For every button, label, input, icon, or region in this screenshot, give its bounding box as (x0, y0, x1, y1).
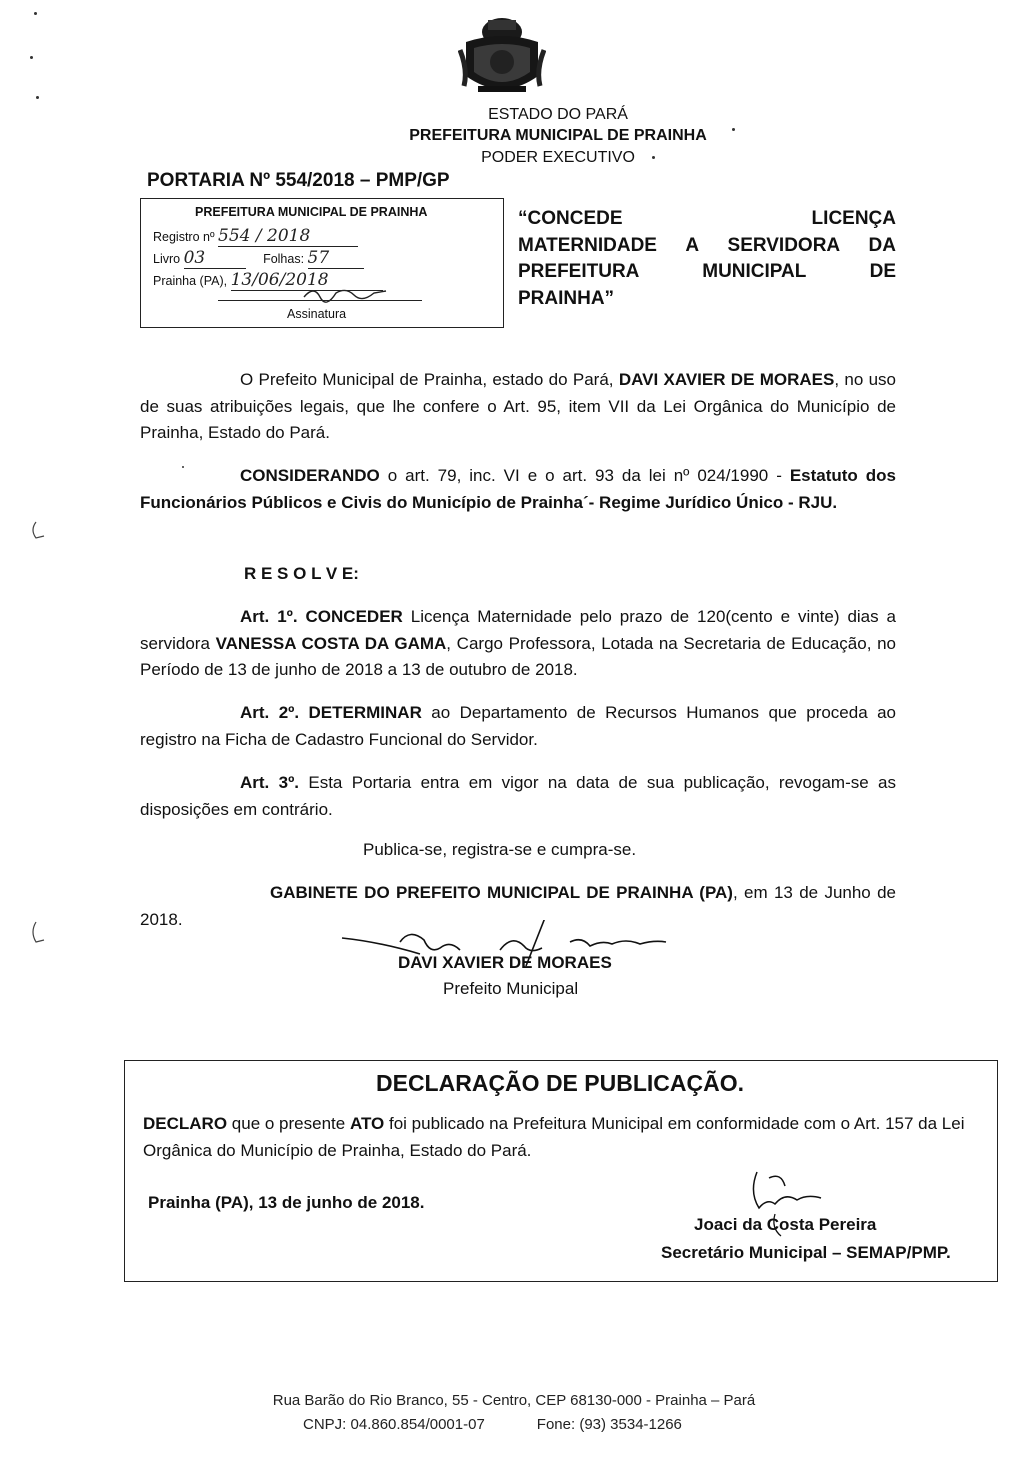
portaria-title: PORTARIA Nº 554/2018 – PMP/GP (147, 170, 450, 191)
declaration-text (143, 1110, 983, 1164)
scan-speck (652, 156, 655, 159)
ementa-line: “CONCEDE LICENÇA (518, 208, 896, 229)
scan-mark (28, 920, 48, 944)
art1-label: Art. 1º. (240, 607, 298, 626)
article-2 (140, 700, 896, 753)
local-value: 13/06/2018 (231, 270, 383, 291)
registro-label: Registro nº (153, 230, 215, 244)
scan-speck (182, 466, 184, 468)
ementa (518, 206, 896, 312)
registro-value: 554 / 2018 (218, 226, 358, 247)
resolve-heading: R E S O L V E: (244, 564, 359, 583)
art3-label: Art. 3º. (240, 773, 300, 792)
considerando-paragraph (140, 463, 896, 516)
ementa-line: PRAINHA” (518, 287, 615, 309)
art2-verb: DETERMINAR (308, 703, 422, 722)
header-state: ESTADO DO PARÁ (488, 106, 628, 123)
scan-speck (36, 96, 39, 99)
footer-cnpj: CNPJ: 04.860.854/0001-07 (303, 1416, 485, 1433)
ementa-line: PREFEITURA MUNICIPAL DE (518, 261, 896, 282)
scan-speck (30, 56, 33, 59)
scan-speck (732, 128, 735, 131)
article-3 (140, 770, 896, 823)
preamble-text: O Prefeito Municipal de Prainha, estado do Pará, (240, 370, 619, 389)
art1-text: Licença Maternidade pelo prazo de 120(cento e vinte) dias a servidora (140, 607, 897, 653)
livro-label: Livro (153, 252, 181, 266)
art1-text-2: , Cargo Professora, Lotada na Secretaria de Educação, no Período de 13 de junho de 2018 a 13 de outubro de 2018. (140, 633, 896, 679)
mayor-name: DAVI XAVIER DE MORAES (618, 370, 835, 389)
register-row-registro (153, 226, 358, 247)
local-label: Prainha (PA), (153, 274, 228, 288)
considerando-label: CONSIDERANDO (240, 466, 380, 485)
footer-phone: Fone: (93) 3534-1266 (536, 1416, 682, 1433)
preamble-text-2: , no uso de suas atribuições legais, que lhe confere o Art. 95, item VII da Lei Orgânica do Município de Prainha, Estado do Pará. (140, 370, 896, 442)
coat-of-arms-emblem (458, 10, 546, 100)
scan-mark (28, 520, 48, 540)
mayor-signature-name: DAVI XAVIER DE MORAES (398, 953, 612, 972)
folhas-label: Folhas: (263, 252, 305, 266)
considerando-estatuto: Estatuto dos Funcionários Públicos e Civis do Município de Prainha´- Regime Jurídico Único - RJU. (140, 466, 896, 512)
gabinete-date: , em 13 de Junho de 2018. (140, 883, 896, 929)
employee-name: VANESSA COSTA DA GAMA (215, 633, 447, 653)
register-row-livro (153, 248, 364, 269)
header-prefeitura: PREFEITURA MUNICIPAL DE PRAINHA (409, 127, 707, 144)
secretary-role: Secretário Municipal – SEMAP/PMP. (661, 1243, 951, 1262)
mayor-signature-role: Prefeito Municipal (443, 979, 579, 998)
header-poder-executivo: PODER EXECUTIVO (481, 149, 635, 166)
article-1 (140, 604, 896, 684)
considerando-text: o art. 79, inc. VI e o art. 93 da lei nº 024/1990 - (379, 466, 790, 485)
declaration-title: DECLARAÇÃO DE PUBLICAÇÃO. (376, 1070, 744, 1096)
art2-label: Art. 2º. (240, 703, 300, 722)
preamble-paragraph (140, 367, 896, 447)
art3-text: Esta Portaria entra em vigor na data de sua publicação, revogam-se as disposições em contrário. (140, 773, 896, 819)
declaration-text-2: foi publicado na Prefeitura Municipal em conformidade com o Art. 157 da Lei Orgânica do Município de Prainha, Estado do Pará. (143, 1114, 965, 1160)
publica-line: Publica-se, registra-se e cumpra-se. (363, 840, 637, 859)
secretary-name: Joaci da Costa Pereira (694, 1215, 877, 1234)
register-signature-line (218, 300, 422, 301)
declaro-label: DECLARO (143, 1114, 228, 1133)
register-signature-label: Assinatura (287, 307, 347, 321)
ato-label: ATO (349, 1114, 385, 1133)
livro-value: 03 (184, 248, 246, 269)
gabinete-label: GABINETE DO PREFEITO MUNICIPAL DE PRAINHA (PA) (270, 883, 733, 902)
folhas-value: 57 (308, 248, 364, 269)
footer-contact (303, 1416, 682, 1433)
declaration-date: Prainha (PA), 13 de junho de 2018. (148, 1193, 425, 1212)
scan-speck (34, 12, 37, 15)
declaration-text-1: que o presente (227, 1114, 350, 1133)
art1-verb: CONCEDER (305, 607, 403, 626)
footer-address: Rua Barão do Rio Branco, 55 - Centro, CEP 68130-000 - Prainha – Pará (272, 1392, 756, 1409)
art2-text: ao Departamento de Recursos Humanos que proceda ao registro na Ficha de Cadastro Funcional do Servidor. (140, 703, 896, 749)
register-stamp-title: PREFEITURA MUNICIPAL DE PRAINHA (195, 205, 428, 219)
ementa-line: MATERNIDADE A SERVIDORA DA (518, 234, 896, 256)
